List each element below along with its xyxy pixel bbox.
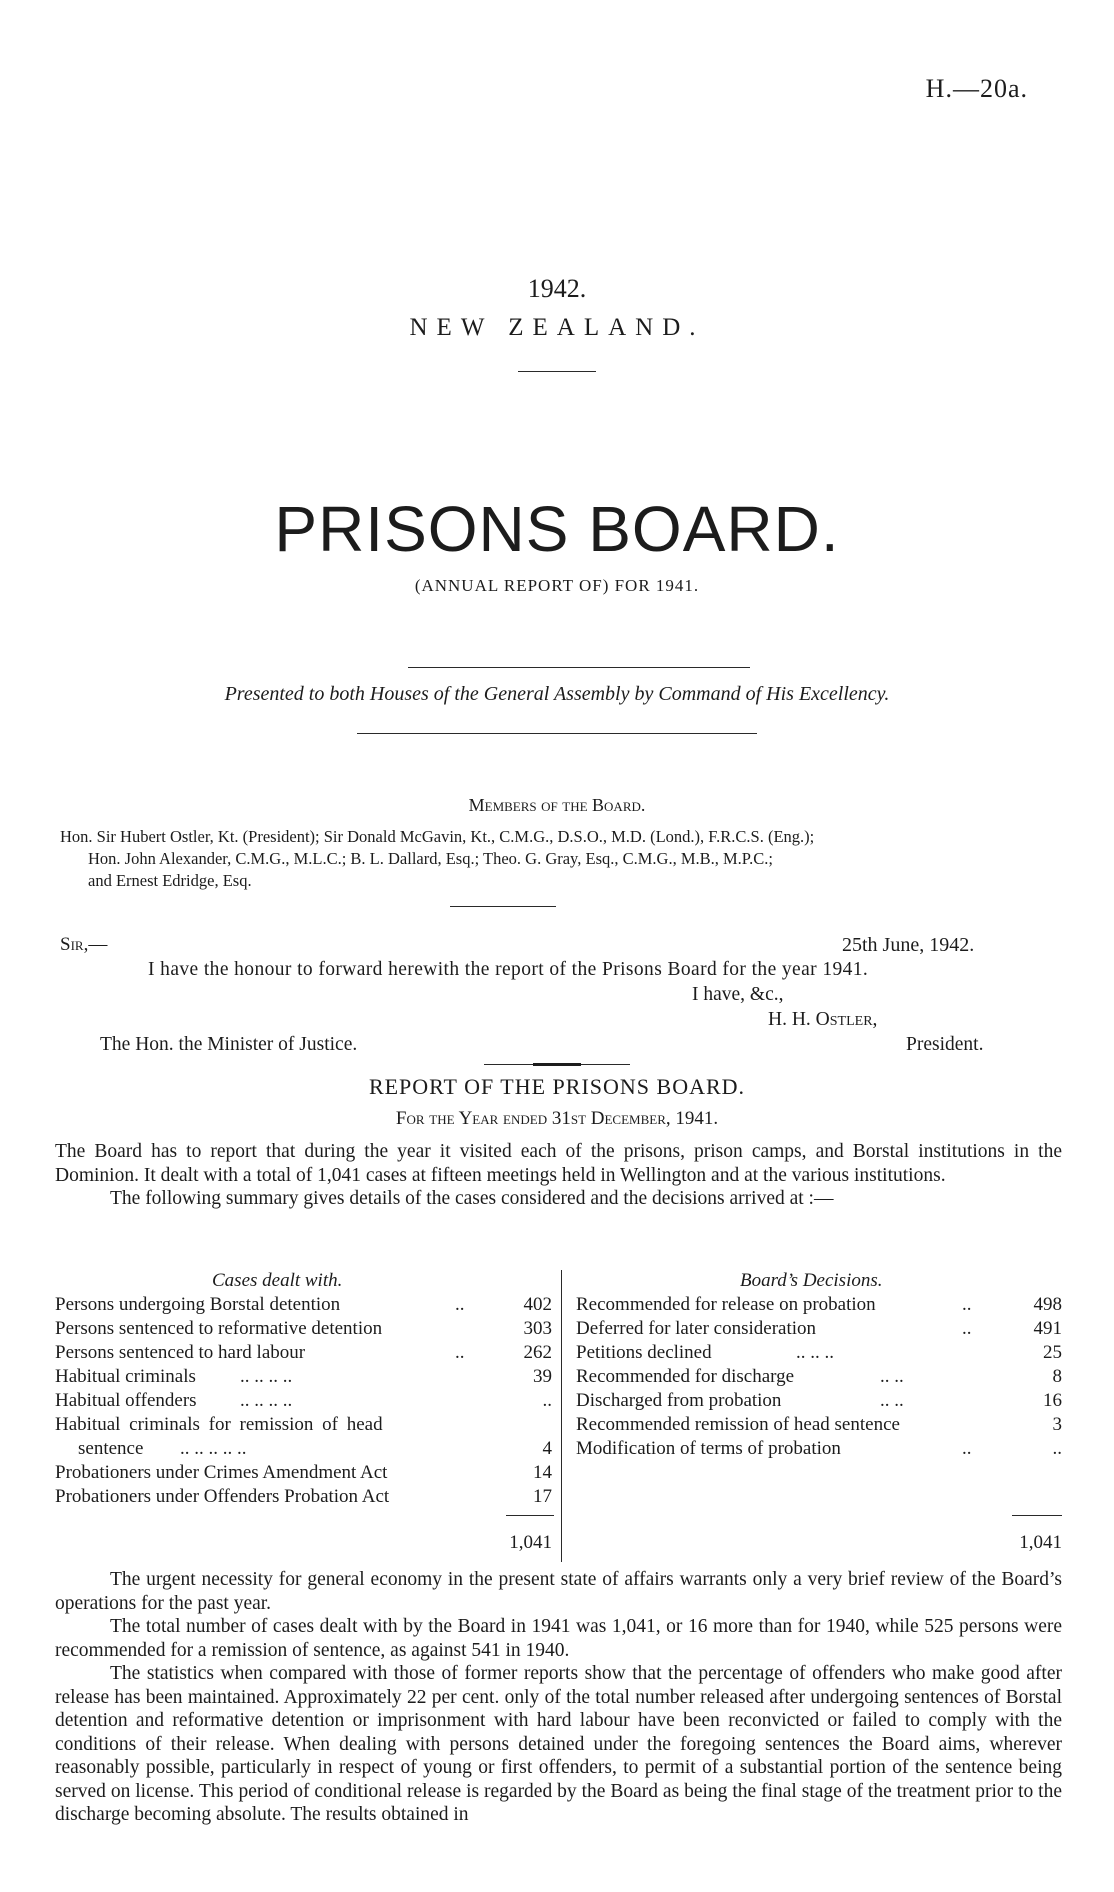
left-total: 1,041 bbox=[509, 1532, 552, 1553]
left-row-leader: .. bbox=[455, 1294, 465, 1315]
divider bbox=[408, 667, 750, 668]
left-row-label: sentence bbox=[78, 1438, 144, 1459]
intro-lead: The following summary gives details of the cases considered and the decisions arrived at :— bbox=[110, 1188, 834, 1209]
right-row-label: Recommended remission of head sentence bbox=[576, 1414, 900, 1435]
report-title: REPORT OF THE PRISONS BOARD. bbox=[368, 1074, 746, 1099]
right-row-label: Recommended for release on probation bbox=[576, 1294, 876, 1315]
addressee: The Hon. the Minister of Justice. bbox=[100, 1034, 358, 1055]
right-row-label: Discharged from probation bbox=[576, 1390, 782, 1411]
member-line: and Ernest Edridge, Esq. bbox=[88, 871, 252, 890]
column-divider bbox=[561, 1270, 562, 1562]
member-line: Hon. John Alexander, C.M.G., M.L.C.; B. L. Dallard, Esq.; Theo. G. Gray, Esq., C.M.G., M.B., M.P.C.; bbox=[88, 849, 773, 868]
divider bbox=[357, 733, 757, 734]
left-row-label: Persons sentenced to reformative detention bbox=[55, 1318, 383, 1339]
left-row-value: 17 bbox=[533, 1486, 552, 1507]
left-row-label: Habitual criminals bbox=[55, 1366, 196, 1387]
right-row-leader: .. bbox=[962, 1294, 972, 1315]
right-row-leader: .. .. .. bbox=[796, 1342, 834, 1363]
letter-closing: I have, &c., bbox=[692, 984, 784, 1005]
left-row-label: Persons undergoing Borstal detention bbox=[55, 1294, 341, 1315]
left-row-leader: .. .. .. .. .. bbox=[180, 1438, 247, 1459]
signer-title: President. bbox=[906, 1034, 984, 1055]
presented-line: Presented to both Houses of the General Assembly by Command of His Excellency. bbox=[224, 683, 890, 705]
right-row-value: 491 bbox=[1033, 1318, 1062, 1339]
document-subtitle: (ANNUAL REPORT OF) FOR 1941. bbox=[414, 576, 700, 595]
member-line: Hon. Sir Hubert Ostler, Kt. (President); Sir Donald McGavin, Kt., C.M.G., D.S.O., M.D. (Lond.), F.R.C.S. (Eng.); bbox=[60, 827, 815, 846]
body-text bbox=[55, 1568, 1062, 1827]
right-row-label: Petitions declined bbox=[576, 1342, 712, 1363]
body-paragraph: The urgent necessity for general economy in the present state of affairs warrants only a very brief review of the Board’s operations for the past year. bbox=[55, 1569, 1062, 1614]
document-title: PRISONS BOARD. bbox=[274, 493, 840, 565]
left-row-value: 262 bbox=[523, 1342, 552, 1363]
left-row-value: 39 bbox=[533, 1366, 552, 1387]
right-row-value: 3 bbox=[1052, 1414, 1062, 1435]
signer-name: H. H. Ostler, bbox=[768, 1009, 878, 1030]
right-row-label: Modification of terms of probation bbox=[576, 1438, 841, 1459]
intro-text: The Board has to report that during the year it visited each of the prisons, prison camps, and Borstal institutions in the Dominion. It dealt with a total of 1,041 cases at fifteen meetings held in Wellington and at the various institutions. bbox=[55, 1141, 1062, 1186]
total-rule bbox=[506, 1515, 554, 1516]
right-row-leader: .. .. bbox=[880, 1366, 904, 1387]
total-rule bbox=[1012, 1515, 1062, 1516]
report-subtitle: For the Year ended 31st December, 1941. bbox=[395, 1108, 719, 1129]
right-total: 1,041 bbox=[1019, 1532, 1062, 1553]
body-paragraph: The statistics when compared with those of former reports show that the percentage of offenders who make good after release has been maintained. Approximately 22 per cent. only of the total number released after undergoing sentences of Borstal detention and reformative detention or imprisonment with hard labour have been reconvicted or failed to comply with the conditions of their release. When dealing with persons detained under the foregoing sentences the Board aims, wherever reasonably possible, particularly in respect of young or first offenders, to permit of a substantial portion of the sentence being served on license. This period of conditional release is regarded by the Board as being the final stage of the treatment prior to the discharge becoming absolute. The results obtained in bbox=[55, 1663, 1062, 1825]
divider-center-mark bbox=[533, 1063, 581, 1066]
left-row-value: 14 bbox=[533, 1462, 552, 1483]
left-row-value: 4 bbox=[542, 1438, 552, 1459]
right-row-value: 25 bbox=[1043, 1342, 1062, 1363]
left-row-value: 402 bbox=[523, 1294, 552, 1315]
right-row-value: .. bbox=[1052, 1438, 1062, 1459]
divider bbox=[518, 371, 596, 372]
letter-date: 25th June, 1942. bbox=[842, 934, 975, 956]
right-row-leader: .. bbox=[962, 1438, 972, 1459]
intro-paragraph bbox=[55, 1140, 1062, 1211]
body-paragraph: The total number of cases dealt with by the Board in 1941 was 1,041, or 16 more than for 1940, while 525 persons were recommended for a remission of sentence, as against 541 in 1940. bbox=[55, 1616, 1062, 1661]
right-row-leader: .. .. bbox=[880, 1390, 904, 1411]
members-heading: Members of the Board. bbox=[468, 795, 646, 815]
left-row-label: Habitual offenders bbox=[55, 1390, 197, 1411]
letter-body: I have the honour to forward herewith the report of the Prisons Board for the year 1941. bbox=[148, 959, 869, 980]
left-row-label: Habitual criminals for remission of head bbox=[55, 1414, 383, 1435]
left-row-leader: .. .. .. .. bbox=[240, 1390, 293, 1411]
left-row-value: 303 bbox=[523, 1318, 552, 1339]
left-row-label: Probationers under Crimes Amendment Act bbox=[55, 1462, 388, 1483]
left-row-leader: .. .. .. .. bbox=[240, 1366, 293, 1387]
right-row-leader: .. bbox=[962, 1318, 972, 1339]
left-row-label: Probationers under Offenders Probation Act bbox=[55, 1486, 390, 1507]
salutation: Sir,— bbox=[60, 934, 108, 955]
right-row-label: Deferred for later consideration bbox=[576, 1318, 817, 1339]
right-column-heading: Board’s Decisions. bbox=[740, 1270, 883, 1291]
left-row-leader: .. bbox=[455, 1342, 465, 1363]
left-row-value: .. bbox=[542, 1390, 552, 1411]
publication-year: 1942. bbox=[527, 274, 587, 303]
right-row-value: 8 bbox=[1052, 1366, 1062, 1387]
right-row-value: 498 bbox=[1033, 1294, 1062, 1315]
right-row-label: Recommended for discharge bbox=[576, 1366, 795, 1387]
left-row-label: Persons sentenced to hard labour bbox=[55, 1342, 306, 1363]
document-reference: H.—20a. bbox=[925, 74, 1028, 103]
country-heading: NEW ZEALAND. bbox=[409, 314, 705, 341]
right-row-value: 16 bbox=[1043, 1390, 1062, 1411]
divider bbox=[450, 906, 556, 907]
left-column-heading: Cases dealt with. bbox=[212, 1270, 343, 1291]
